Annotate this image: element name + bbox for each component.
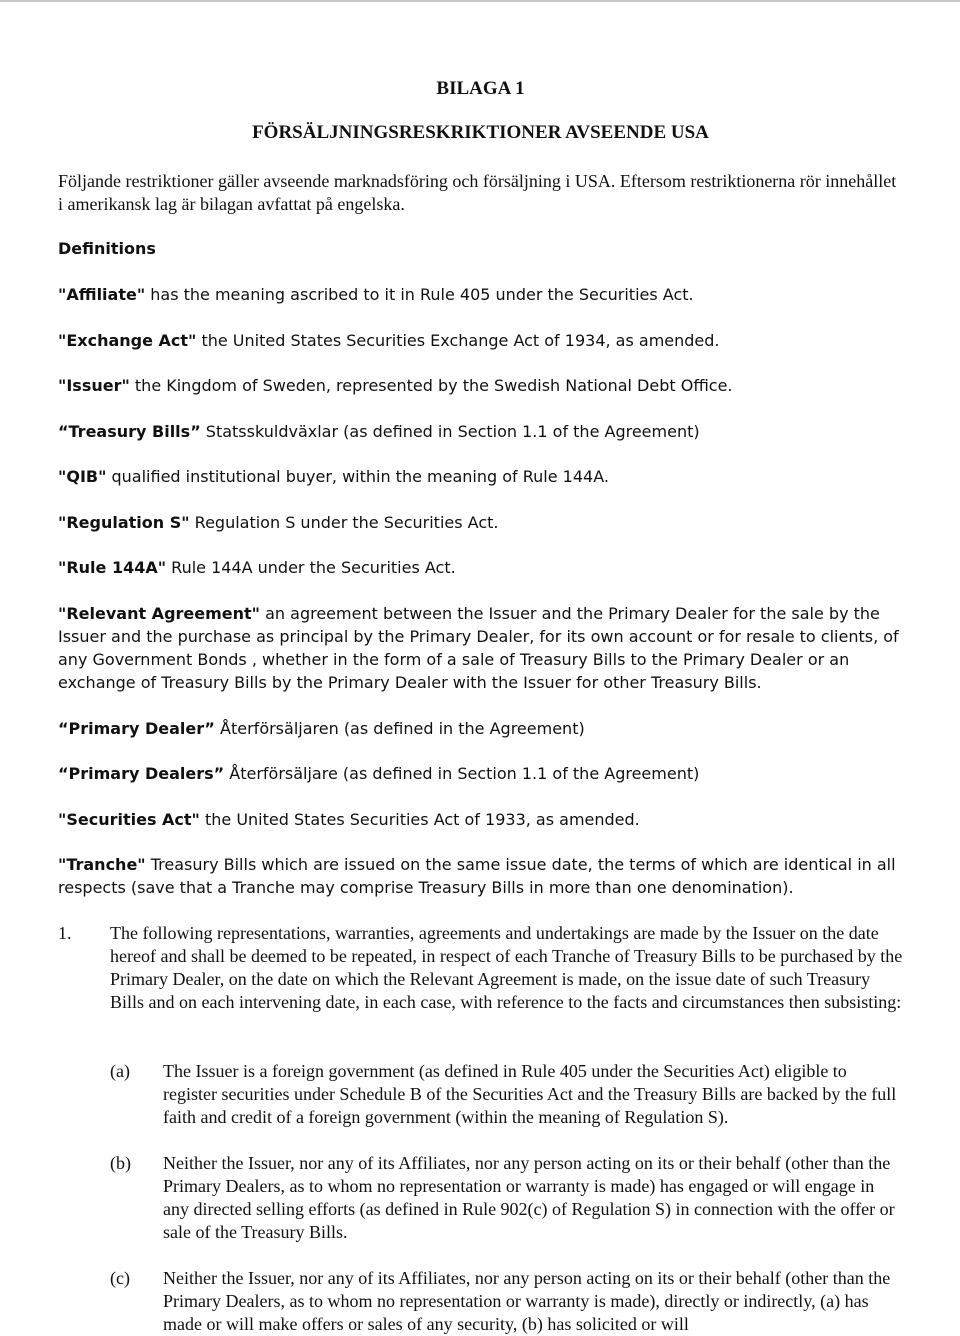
section-1-text: The following representations, warranties, agreements and undertakings are made by the Issuer on the date hereof and shall be deemed to be repeated, in respect of each Tranche of Treasury Bills to be purchased by the Primary Dealer, on the date on which the Relevant Agreement is made, on the issue date of such Treasury Bills and on each intervening date, in each case, with reference to the facts and circumstances then subsisting: [110, 923, 903, 1012]
definition-term: "Issuer" [58, 376, 130, 395]
definition-text: the United States Securities Act of 1933, as amended. [199, 810, 640, 829]
definition-affiliate [58, 283, 903, 306]
item-label-c: (c) [110, 1268, 130, 1288]
document-title: FÖRSÄLJNINGSRESKRIKTIONER AVSEENDE USA [252, 122, 709, 143]
definition-text: has the meaning ascribed to it in Rule 405 under the Securities Act. [145, 285, 694, 304]
definition-tranche [58, 853, 903, 899]
definition-text: Rule 144A under the Securities Act. [166, 558, 456, 577]
definition-text: Treasury Bills which are issued on the same issue date, the terms of which are identical in all respects (save that a Tranche may comprise Treasury Bills in more than one denomination). [58, 855, 896, 897]
definition-term: "Relevant Agreement" [58, 604, 261, 623]
definition-rule-144a [58, 556, 903, 579]
definition-text: the Kingdom of Sweden, represented by the Swedish National Debt Office. [129, 376, 733, 395]
definition-term: "Rule 144A" [58, 558, 167, 577]
page-top-border [0, 0, 960, 2]
definition-term: "Securities Act" [58, 810, 200, 829]
item-text-b: Neither the Issuer, nor any of its Affiliates, nor any person acting on its or their behalf (other than the Primary Dealers, as to whom no representation or warranty is made) has engaged or will engage in any directed selling efforts (as defined in Rule 902(c) of Regulation S) in connection with the offer or sale of the Treasury Bills. [163, 1153, 895, 1242]
definition-treasury-bills [58, 420, 903, 443]
section-number: 1. [58, 923, 72, 943]
definition-term: "Tranche" [58, 855, 146, 874]
definition-term: "Exchange Act" [58, 331, 197, 350]
item-label-b: (b) [110, 1153, 131, 1173]
definition-securities-act [58, 808, 903, 831]
definition-text: Statsskuldväxlar (as defined in Section 1.1 of the Agreement) [200, 422, 700, 441]
definition-qib [58, 465, 903, 488]
definition-term: “Primary Dealer” [58, 719, 215, 738]
item-label-a: (a) [110, 1061, 130, 1081]
intro-paragraph: Följande restriktioner gäller avseende marknadsföring och försäljning i USA. Eftersom restriktionerna rör innehållet i amerikansk lag är bilagan avfattat på engelska. [58, 171, 897, 214]
definitions-heading: Definitions [58, 239, 156, 258]
definition-text: Återförsäljaren (as defined in the Agreement) [214, 719, 585, 738]
definition-term: “Primary Dealers” [58, 764, 225, 783]
definition-text: an agreement between the Issuer and the Primary Dealer for the sale by the Issuer and the purchase as principal by the Primary Dealer, for its own account or for resale to clients, of any Government Bonds , whether in the form of a sale of Treasury Bills to the Primary Dealer or an exchange of Treasury Bills by the Primary Dealer with the Issuer for other Treasury Bills. [58, 604, 899, 692]
definition-text: Regulation S under the Securities Act. [189, 513, 499, 532]
definition-issuer [58, 374, 903, 397]
definition-term: "Affiliate" [58, 285, 146, 304]
definition-regulation-s [58, 511, 903, 534]
definition-term: "Regulation S" [58, 513, 190, 532]
definition-exchange-act [58, 329, 903, 352]
definition-primary-dealer [58, 717, 903, 740]
definition-text: Återförsäljare (as defined in Section 1.1 of the Agreement) [224, 764, 700, 783]
definition-relevant-agreement [58, 602, 903, 694]
item-text-c: Neither the Issuer, nor any of its Affiliates, nor any person acting on its or their behalf (other than the Primary Dealers, as to whom no representation or warranty is made), directly or indirectly, (a) has made or will make offers or sales of any security, (b) has solicited or will [163, 1268, 891, 1334]
definition-term: "QIB" [58, 467, 107, 486]
definition-primary-dealers [58, 762, 903, 785]
definition-term: “Treasury Bills” [58, 422, 201, 441]
definition-text: the United States Securities Exchange Act of 1934, as amended. [196, 331, 720, 350]
definition-text: qualified institutional buyer, within the meaning of Rule 144A. [106, 467, 609, 486]
annex-title: BILAGA 1 [436, 78, 525, 99]
item-text-a: The Issuer is a foreign government (as defined in Rule 405 under the Securities Act) eligible to register securities under Schedule B of the Securities Act and the Treasury Bills are backed by the full faith and credit of a foreign government (within the meaning of Regulation S). [163, 1061, 897, 1127]
